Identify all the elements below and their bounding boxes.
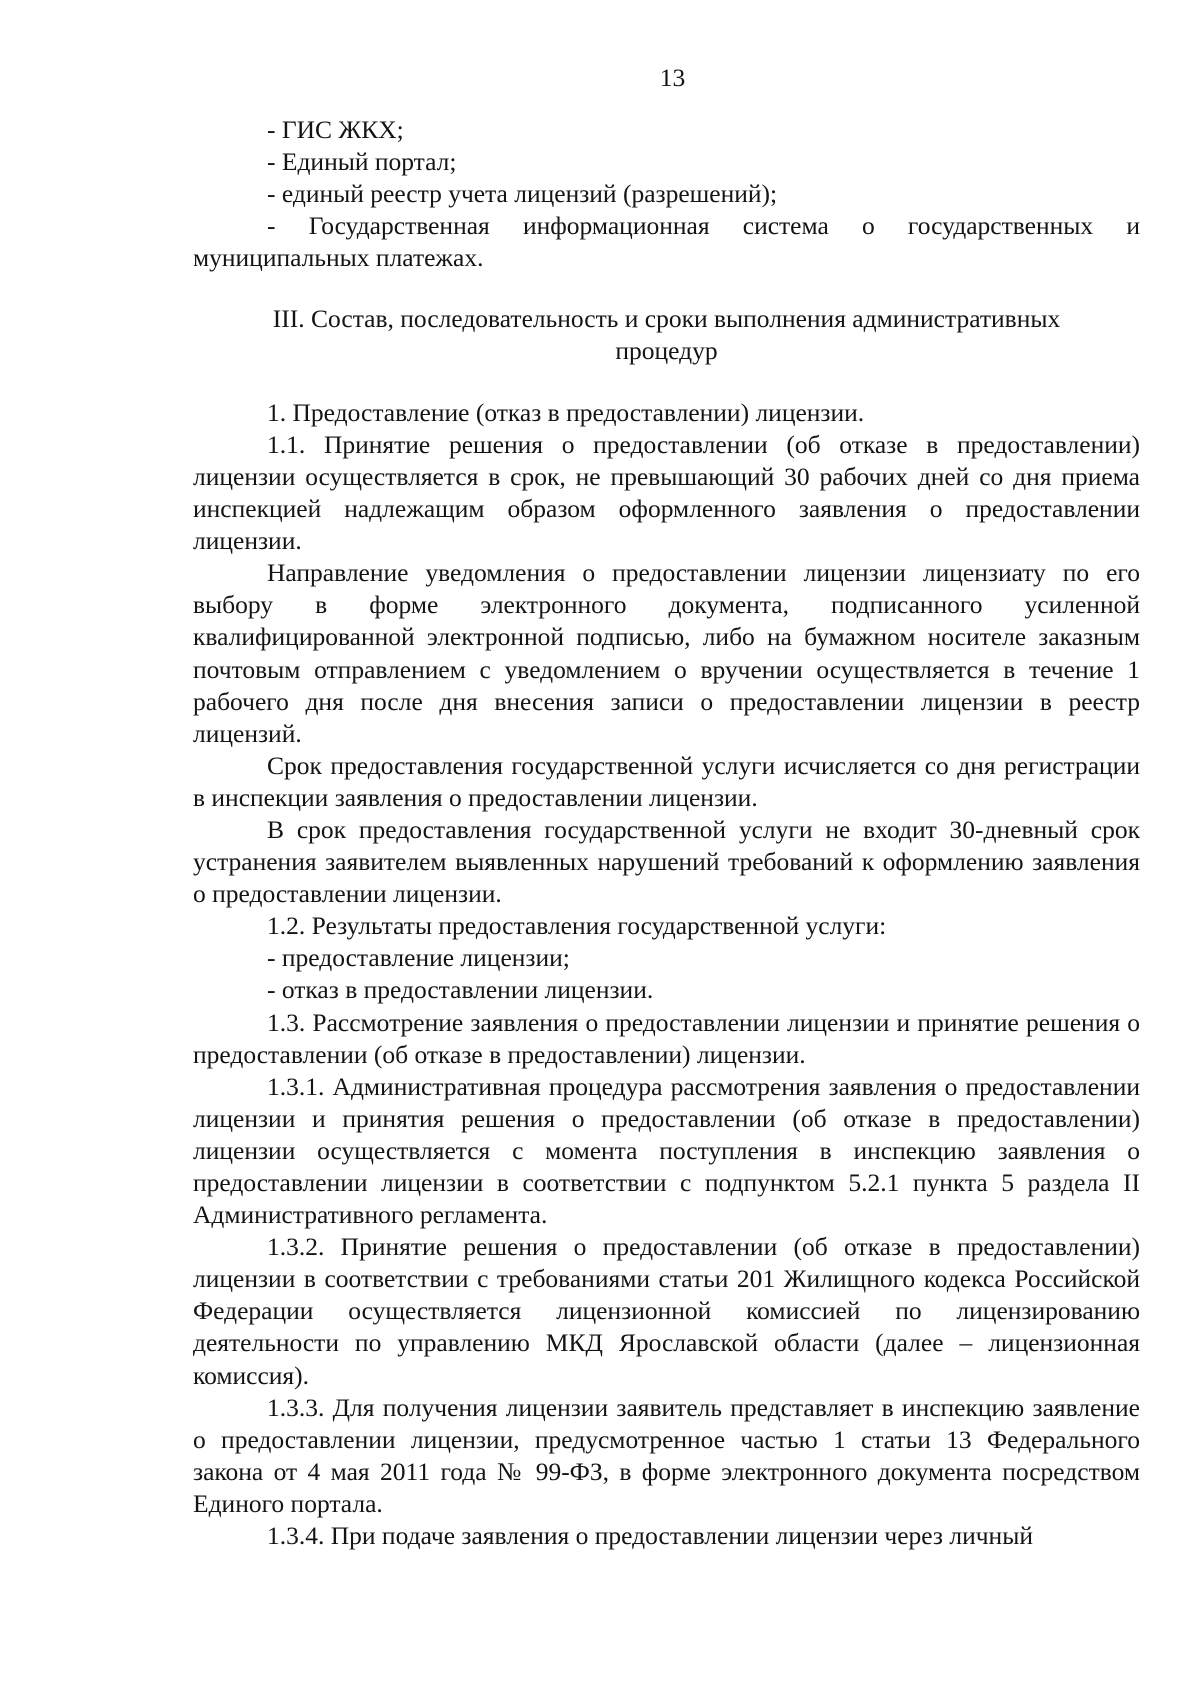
paragraph-1-3-1: 1.3.1. Административная процедура рассмотрения заявления о предоставлении лицензии и принятия решения о предоставлении (об отказе в предоставлении) лицензии осуществляется с момента поступления в инспекцию заявления о предоставлении лицензии в соответствии с подпунктом 5.2.1 пункта 5 раздела II Административного регламента.: [193, 1071, 1140, 1230]
paragraph-service-term: Срок предоставления государственной услуги исчисляется со дня регистрации в инспекции заявления о предоставлении лицензии.: [193, 750, 1140, 812]
result-item-refusal: - отказ в предоставлении лицензии.: [267, 975, 654, 1005]
section-heading-line2: процедур: [615, 335, 718, 365]
section-heading-line1: III. Состав, последовательность и сроки выполнения административных: [272, 303, 1061, 333]
list-item-gis-zhkh: - ГИС ЖКХ;: [267, 115, 404, 145]
section-heading: [193, 303, 1140, 367]
paragraph-1-1: 1.1. Принятие решения о предоставлении (об отказе в предоставлении) лицензии осуществляется в срок, не превышающий 30 рабочих дней со дня приема инспекцией надлежащим образом оформленного заявления о предоставлении лицензии.: [193, 429, 1140, 556]
paragraph-1-3: 1.3. Рассмотрение заявления о предоставлении лицензии и принятие решения о предоставлении (об отказе в предоставлении) лицензии.: [193, 1007, 1140, 1069]
list-item-state-payments-system: - Государственная информационная система о государственных и муниципальных платежах.: [193, 211, 1140, 273]
result-item-granting: - предоставление лицензии;: [267, 943, 570, 973]
list-item-license-registry: - единый реестр учета лицензий (разрешений);: [267, 179, 778, 209]
paragraph-1-2: 1.2. Результаты предоставления государственной услуги:: [267, 911, 887, 941]
paragraph-1-3-4: 1.3.4. При подаче заявления о предоставлении лицензии через личный: [267, 1521, 1033, 1551]
paragraph-1: 1. Предоставление (отказ в предоставлении) лицензии.: [267, 397, 865, 427]
list-item-unified-portal: - Единый портал;: [267, 147, 457, 177]
paragraph-notification: Направление уведомления о предоставлении лицензии лицензиату по его выбору в форме электронного документа, подписанного усиленной квалифицированной электронной подписью, либо на бумажном носителе заказным почтовым отправлением с уведомлением о вручении осуществляется в течение 1 рабочего дня после дня внесения записи о предоставлении лицензии в реестр лицензий.: [193, 558, 1140, 748]
paragraph-1-3-3: 1.3.3. Для получения лицензии заявитель представляет в инспекцию заявление о предоставлении лицензии, предусмотренное частью 1 статьи 13 Федерального закона от 4 мая 2011 года № 99-ФЗ, в форме электронного документа посредством Единого портала.: [193, 1392, 1140, 1518]
page-number: 13: [659, 63, 686, 92]
paragraph-30-day-term: В срок предоставления государственной услуги не входит 30-дневный срок устранения заявителем выявленных нарушений требований к оформлению заявления о предоставлении лицензии.: [193, 814, 1140, 909]
paragraph-1-3-2: 1.3.2. Принятие решения о предоставлении (об отказе в предоставлении) лицензии в соответствии с требованиями статьи 201 Жилищного кодекса Российской Федерации осуществляется лицензионной комиссией по лицензированию деятельности по управлению МКД Ярославской области (далее – лицензионная комиссия).: [193, 1232, 1140, 1390]
